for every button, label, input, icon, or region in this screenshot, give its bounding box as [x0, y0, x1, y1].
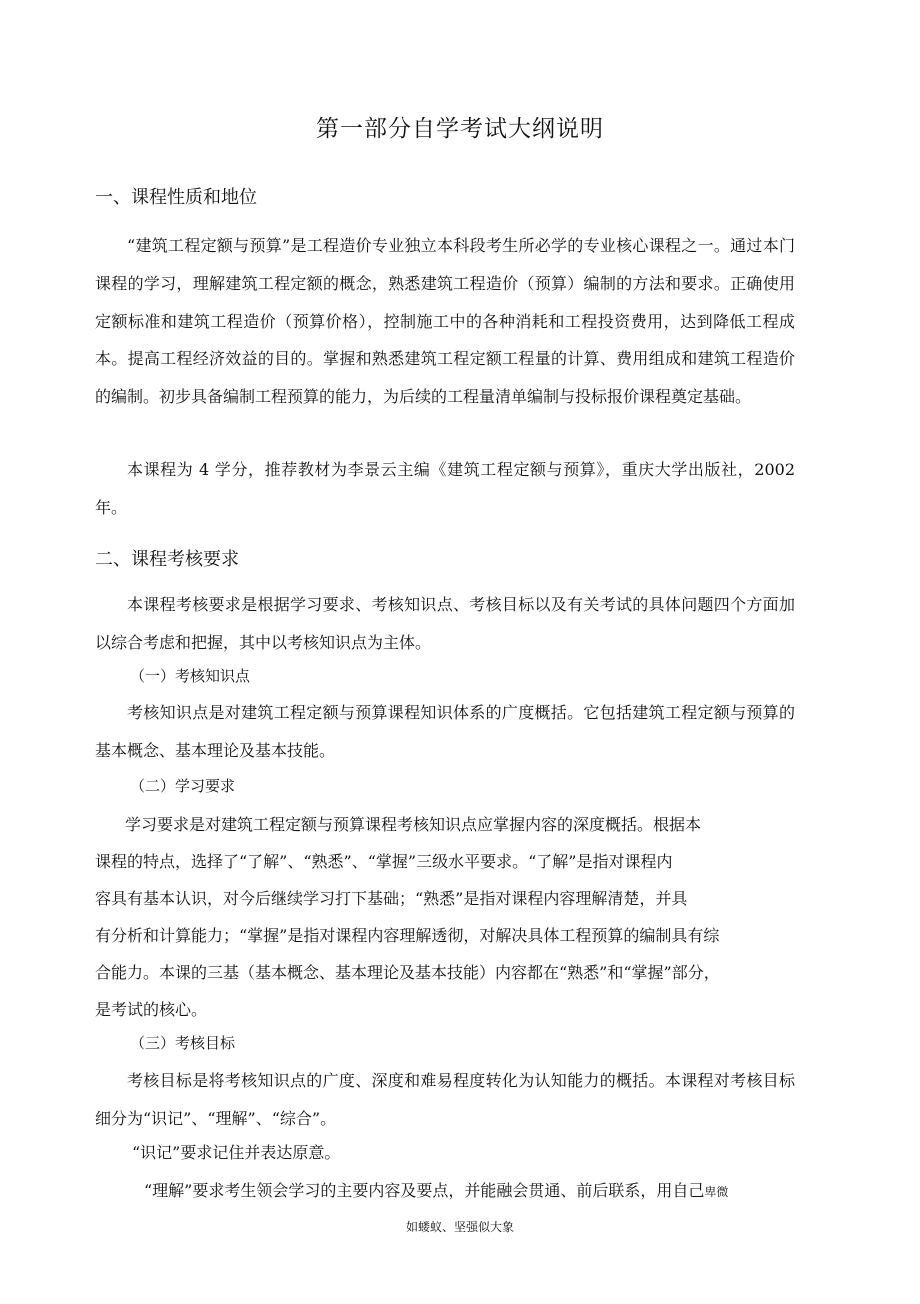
section-heading-requirements: 二、课程考核要求 [95, 549, 239, 570]
paragraph-course-nature: “建筑工程定额与预算”是工程造价专业独立本科段考生所必学的专业核心课程之一。通过本门课程的学习，理解建筑工程定额的概念，熟悉建筑工程造价（预算）编制的方法和要求。正确使用定额标准和建筑工程造价（预算价格），控制施工中的各种消耗和工程投资费用，达到降低工程成本。提高工程经济效益的目的。掌握和熟悉建筑工程定额工程量的计算、费用组成和建筑工程造价的编制。初步具备编制工程预算的能力，为后续的工程量清单编制与投标报价课程奠定基础。 [95, 236, 795, 407]
paragraph-requirements-intro: 本课程考核要求是根据学习要求、考核知识点、考核目标以及有关考试的具体问题四个方面加以综合考虑和把握，其中以考核知识点为主体。 [95, 595, 795, 652]
understand-text: “理解”要求考生领会学习的主要内容及要点，并能融会贯通、前后联系，用自己 [144, 1181, 705, 1200]
learning-req-line-5: 合能力。本课的三基（基本概念、基本理论及基本技能）内容都在“熟悉”和“掌握”部分， [95, 963, 720, 982]
subheading-learning-requirements: （二）学习要求 [130, 777, 236, 795]
learning-req-line-3: 容具有基本认识，对今后继续学习打下基础；“熟悉”是指对课程内容理解清楚，并具 [95, 889, 688, 908]
understand-requirement [144, 1178, 728, 1201]
page-title: 第一部分自学考试大纲说明 [316, 116, 604, 142]
paragraph-assessment-objectives: 考核目标是将考核知识点的广度、深度和难易程度转化为认知能力的概括。本课程对考核目标细分为“识记”、“理解”、“综合”。 [95, 1071, 795, 1128]
subheading-assessment-objectives: （三）考核目标 [130, 1034, 236, 1052]
recall-requirement: “识记”要求记住并表达原意。 [132, 1143, 341, 1162]
learning-req-line-6: 是考试的核心。 [95, 1000, 208, 1019]
learning-req-line-4: 有分析和计算能力；“掌握”是指对课程内容理解透彻，对解决具体工程预算的编制具有综 [95, 926, 720, 945]
paragraph-credits-textbook: 本课程为 4 学分，推荐教材为李景云主编《建筑工程定额与预算》，重庆大学出版社，2002 年。 [95, 460, 795, 517]
page-footer: 如蝼蚁、坚强似大象 [405, 1220, 514, 1234]
paragraph-knowledge-points: 考核知识点是对建筑工程定额与预算课程知识体系的广度概括。它包括建筑工程定额与预算的基本概念、基本理论及基本技能。 [95, 703, 795, 760]
subheading-knowledge-points: （一）考核知识点 [130, 667, 251, 685]
learning-req-line-1: 学习要求是对建筑工程定额与预算课程考核知识点应掌握内容的深度概括。根据本 [125, 815, 702, 834]
learning-req-line-2: 课程的特点，选择了“了解”、“熟悉”、“掌握”三级水平要求。“了解”是指对课程内 [95, 852, 673, 871]
understand-tail: 卑微 [704, 1185, 729, 1199]
section-heading-nature: 一、课程性质和地位 [95, 187, 257, 208]
